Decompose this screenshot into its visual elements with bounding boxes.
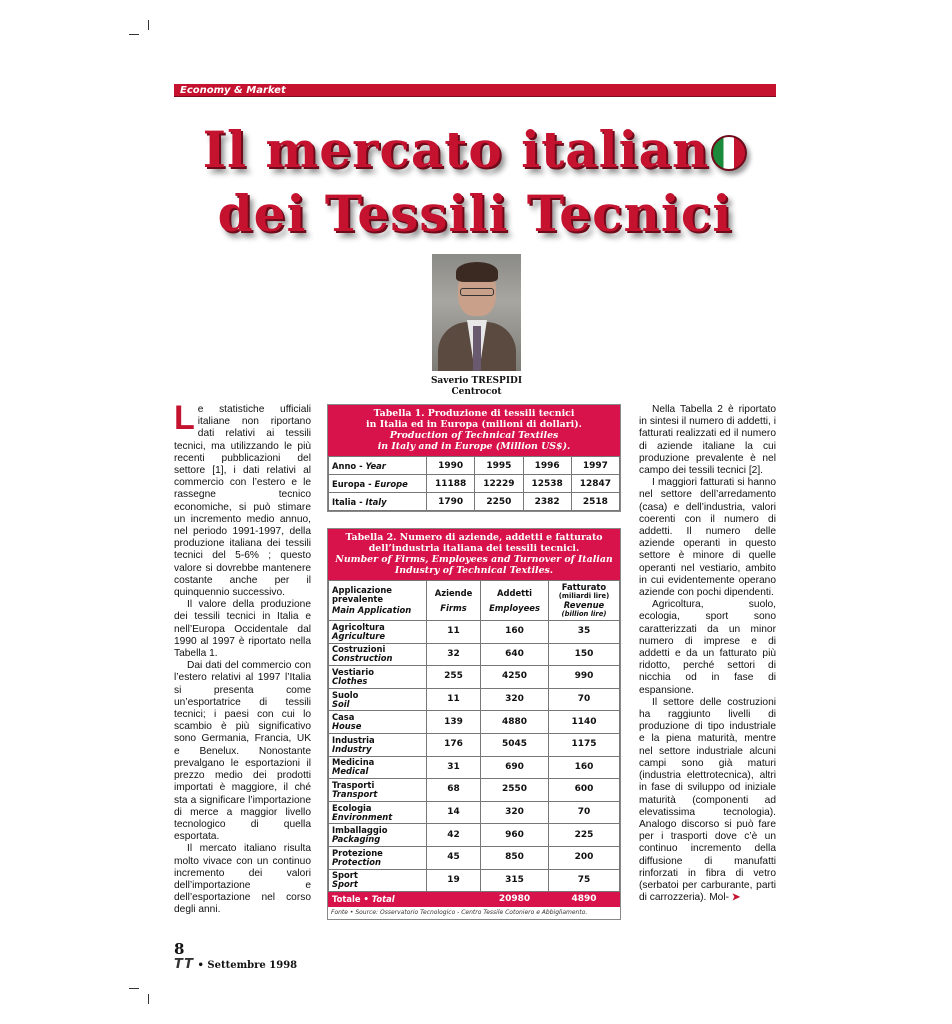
row-label-en: Construction (332, 653, 393, 664)
table-cell: 68 (427, 779, 481, 802)
author-name: Saverio TRESPIDI (430, 376, 523, 386)
table-cell: 600 (549, 779, 620, 802)
row-label-en: Sport (332, 879, 358, 890)
row-label-en: Transport (332, 788, 378, 799)
table-1-title-it: in Italia ed in Europa (milioni di dollari). (366, 419, 582, 430)
header-text: (miliardi lire) (558, 591, 610, 600)
table-cell: 320 (481, 688, 549, 711)
table-row (329, 643, 620, 666)
table-2 (327, 528, 621, 920)
row-label-en: Clothes (332, 675, 368, 686)
table-1-title-it: Tabella 1. Produzione di tessili tecnici (373, 408, 575, 419)
table-cell: 14 (427, 801, 481, 824)
row-label-it: Casa (332, 712, 355, 723)
table-cell: 1175 (549, 733, 620, 756)
row-label-it: Protezione (332, 847, 383, 858)
table-2-title (328, 529, 620, 580)
paragraph (639, 697, 776, 904)
table-row (329, 779, 620, 802)
section-bar (174, 84, 776, 97)
total-label-en: Total (371, 893, 395, 904)
table-cell: 960 (481, 824, 549, 847)
author-affiliation: Centrocot (451, 387, 502, 397)
photo-glasses (460, 288, 494, 296)
table-1-title (328, 405, 620, 456)
table-row (329, 493, 620, 511)
row-label-it: Ecologia (332, 802, 372, 813)
table-cell (329, 711, 427, 734)
header-text: Addetti (496, 587, 533, 598)
table-cell: 160 (481, 621, 549, 644)
drop-cap: L (174, 399, 195, 437)
table-cell: 1790 (427, 493, 475, 511)
section-label: Economy & Market (180, 85, 286, 96)
row-label-it: Sport (332, 870, 358, 881)
headline (175, 118, 775, 246)
table-cell: 32 (427, 643, 481, 666)
row-label-en: Packaging (332, 834, 381, 845)
table-cell: 850 (481, 846, 549, 869)
row-label-en: Agriculture (332, 630, 386, 641)
row-label-it: Vestiario (332, 666, 374, 677)
table-cell: 11188 (427, 475, 475, 493)
table-cell: 12229 (475, 475, 523, 493)
table-cell: 1997 (571, 457, 619, 475)
table-cell: 1995 (475, 457, 523, 475)
table-cell: 19 (427, 869, 481, 892)
table-cell: 5045 (481, 733, 549, 756)
table-1-title-en: Production of Technical Textiles (389, 430, 559, 441)
crop-mark (148, 994, 149, 1004)
table-cell (329, 475, 427, 493)
table-2-title-it: Tabella 2. Numero di aziende, addetti e fatturato (345, 532, 603, 543)
continue-arrow-icon: ➤ (731, 892, 741, 904)
total-employees: 20980 (481, 892, 549, 907)
table-2-title-en: Industry of Technical Textiles. (394, 565, 554, 576)
author-caption (405, 376, 548, 398)
table-cell (329, 688, 427, 711)
row-label-en: Protection (332, 856, 382, 867)
table-2-title-it: dell’industria italiana dei tessili tecnici. (368, 543, 580, 554)
table-header-row (329, 581, 620, 621)
table-cell: 1990 (427, 457, 475, 475)
footer-issue (174, 957, 297, 972)
magazine-logo: TT (174, 957, 195, 972)
row-label-it: Trasporti (332, 779, 375, 790)
table-header-row (329, 457, 620, 475)
table-cell: 1996 (523, 457, 571, 475)
label-it: Europa - (332, 478, 375, 489)
row-label-it: Industria (332, 734, 375, 745)
label-en: Year (365, 460, 386, 471)
table-cell: 225 (549, 824, 620, 847)
row-label-it: Imballaggio (332, 825, 388, 836)
table-cell: 11 (427, 688, 481, 711)
table-cell: 2518 (571, 493, 619, 511)
text-column-right (639, 404, 776, 904)
row-label-en: Soil (332, 698, 350, 709)
table-cell (329, 643, 427, 666)
paragraph-text: Il settore delle costruzioni ha raggiunto livelli di produzione di tipo industriale e la piena maturità, mentre nel settore industriale alcuni campi sono già maturi (industria elettrotecnica), altri in fase di sviluppo od iniziale maturità (componenti ad elevatissima tecnologia). Analogo discorso si può fare per i trasporti dove c’è un continuo incremento della diffusione di manufatti rinforzati in fibra di vetro (serbatoi per carburante, parti di carrozzeria). Mol- (639, 696, 776, 904)
table-cell: 150 (549, 643, 620, 666)
table-cell (329, 457, 427, 475)
crop-mark (148, 20, 149, 30)
label-en: Italy (365, 496, 387, 507)
header-text-en: (billion lire) (561, 609, 607, 618)
total-revenue: 4890 (549, 892, 620, 907)
table-cell: 640 (481, 643, 549, 666)
header-text: Fatturato (561, 581, 607, 592)
table-cell (329, 581, 427, 621)
table-cell: 255 (427, 666, 481, 689)
table-1 (327, 404, 621, 512)
paragraph: Nella Tabella 2 è riportato in sintesi il numero di addetti, i fatturati realizzati ed il numero di aziende italiane la cui produzione prevalente è nel campo dei tessili tecnici [2]. (639, 404, 776, 477)
table-1-title-en: in Italy and in Europe (Million US$). (377, 441, 571, 452)
table-cell (329, 801, 427, 824)
table-2-grid (328, 580, 620, 907)
table-1-grid (328, 456, 620, 511)
row-label-en: Medical (332, 766, 369, 777)
photo-tie (473, 326, 481, 371)
table-cell: 4880 (481, 711, 549, 734)
row-label-it: Medicina (332, 757, 375, 768)
table-cell (481, 581, 549, 621)
table-row (329, 621, 620, 644)
table-cell: 12538 (523, 475, 571, 493)
header-text-en: Employees (489, 602, 540, 613)
paragraph (174, 399, 311, 599)
label-it: Italia - (332, 496, 366, 507)
table-row (329, 869, 620, 892)
table-cell (329, 892, 427, 907)
table-cell (329, 869, 427, 892)
table-cell: 4250 (481, 666, 549, 689)
table-row (329, 711, 620, 734)
table-cell: 690 (481, 756, 549, 779)
text-column-left (174, 399, 311, 917)
table-2-title-en: Number of Firms, Employees and Turnover of Italian (335, 554, 613, 565)
paragraph: Il mercato italiano risulta molto vivace con un continuo incremento dei valori dell’importazione e dell’esportazione nel corso degli anni. (174, 843, 311, 916)
table-cell: 75 (549, 869, 620, 892)
label-it: Anno - (332, 460, 366, 471)
table-cell (329, 779, 427, 802)
total-label-it: Totale • (332, 893, 372, 904)
row-label-en: Industry (332, 743, 372, 754)
table-cell: 70 (549, 688, 620, 711)
row-label-en: Environment (332, 811, 393, 822)
paragraph: Agricoltura, suolo, ecologia, sport sono caratterizzati da un minor numero di imprese e di addetti e da un fatturato più ridotto, perché settori di nicchia od in fase di espansione. (639, 599, 776, 696)
table-row (329, 846, 620, 869)
label-en: Europe (374, 478, 408, 489)
paragraph-text: e statistiche ufficiali italiane non riportano dati relativi ai tessili tecnici, ma utilizzando le più recenti pubblicazioni del settore [1], i dati relativi al commercio con l’estero e le rassegne tecnico economiche, si può stimare un incremento medio annuo, nel periodo 1991-1997, della produzione italiana dei tessili tecnici del 5-6% ; questo valore si dovrebbe mantenere costante anche per il quinquennio successivo. (174, 404, 311, 599)
table-cell (329, 493, 427, 511)
header-text: prevalente (332, 594, 384, 604)
table-cell: 2250 (475, 493, 523, 511)
table-cell: 139 (427, 711, 481, 734)
paragraph: Il valore della produzione dei tessili tecnici in Italia e nell’Europa Occidentale dal 1990 al 1997 è riportato nella Tabella 1. (174, 599, 311, 660)
author-photo (432, 254, 521, 371)
table-row (329, 666, 620, 689)
table-cell (549, 581, 620, 621)
page-number: 8 (174, 940, 185, 958)
headline-line-2: dei Tessili Tecnici (217, 184, 733, 243)
table-cell (329, 846, 427, 869)
italian-flag-icon (711, 135, 747, 171)
table-row (329, 801, 620, 824)
row-label-it: Costruzioni (332, 644, 386, 655)
header-text: Applicazione (332, 585, 392, 595)
table-row (329, 688, 620, 711)
table-cell (329, 733, 427, 756)
table-row (329, 475, 620, 493)
table-cell (329, 621, 427, 644)
row-label-en: House (332, 721, 362, 732)
table-cell (329, 666, 427, 689)
table-cell: 35 (549, 621, 620, 644)
crop-mark (129, 988, 139, 989)
paragraph: I maggiori fatturati si hanno nel settore dell’arredamento (casa) e dell’industria, valori coerenti con il numero di addetti. Il numero delle aziende operanti in questo settore è minore di quelle operanti nel vestiario, ambito in cui evidentemente operano aziende con pochi dipendenti. (639, 477, 776, 599)
table-total-row (329, 892, 620, 907)
issue-date: • Settembre 1998 (194, 960, 298, 971)
row-label-it: Suolo (332, 689, 359, 700)
paragraph: Dai dati del commercio con l’estero relativi al 1997 l’Italia si presenta come un’esportatrice di tessili tecnici; i paesi con cui lo scambio è più significativo sono Germania, Francia, UK e Benelux. Nonostante prevalgano le esportazioni il prezzo medio dei prodotti importati è maggiore, il ché sta a significare l’importazione di merce a maggior livello tecnologico di quella esportata. (174, 660, 311, 843)
table-source: Fonte • Source: Osservatorio Tecnologico - Centro Tessile Cotoniero e Abbigliamento. (331, 909, 588, 917)
table-cell: 2382 (523, 493, 571, 511)
table-cell: 11 (427, 621, 481, 644)
table-cell: 70 (549, 801, 620, 824)
table-cell: 45 (427, 846, 481, 869)
table-row (329, 733, 620, 756)
table-cell (427, 892, 481, 907)
table-row (329, 756, 620, 779)
header-text-en: Main Application (332, 605, 412, 615)
header-text: Aziende (434, 587, 473, 598)
table-cell: 1140 (549, 711, 620, 734)
table-cell (427, 581, 481, 621)
table-cell: 160 (549, 756, 620, 779)
header-text-en: Firms (440, 602, 467, 613)
headline-line-1-text: Il mercato italian (202, 120, 710, 179)
table-cell (329, 756, 427, 779)
table-cell: 2550 (481, 779, 549, 802)
table-cell: 176 (427, 733, 481, 756)
header-text-en: Revenue (563, 599, 605, 610)
table-cell: 320 (481, 801, 549, 824)
table-cell (329, 824, 427, 847)
headline-line-1 (175, 118, 775, 182)
table-cell: 200 (549, 846, 620, 869)
table-row (329, 824, 620, 847)
table-cell: 42 (427, 824, 481, 847)
photo-hair (456, 262, 498, 282)
row-label-it: Agricoltura (332, 621, 385, 632)
table-cell: 315 (481, 869, 549, 892)
table-cell: 990 (549, 666, 620, 689)
table-cell: 31 (427, 756, 481, 779)
table-cell: 12847 (571, 475, 619, 493)
crop-mark (129, 34, 139, 35)
